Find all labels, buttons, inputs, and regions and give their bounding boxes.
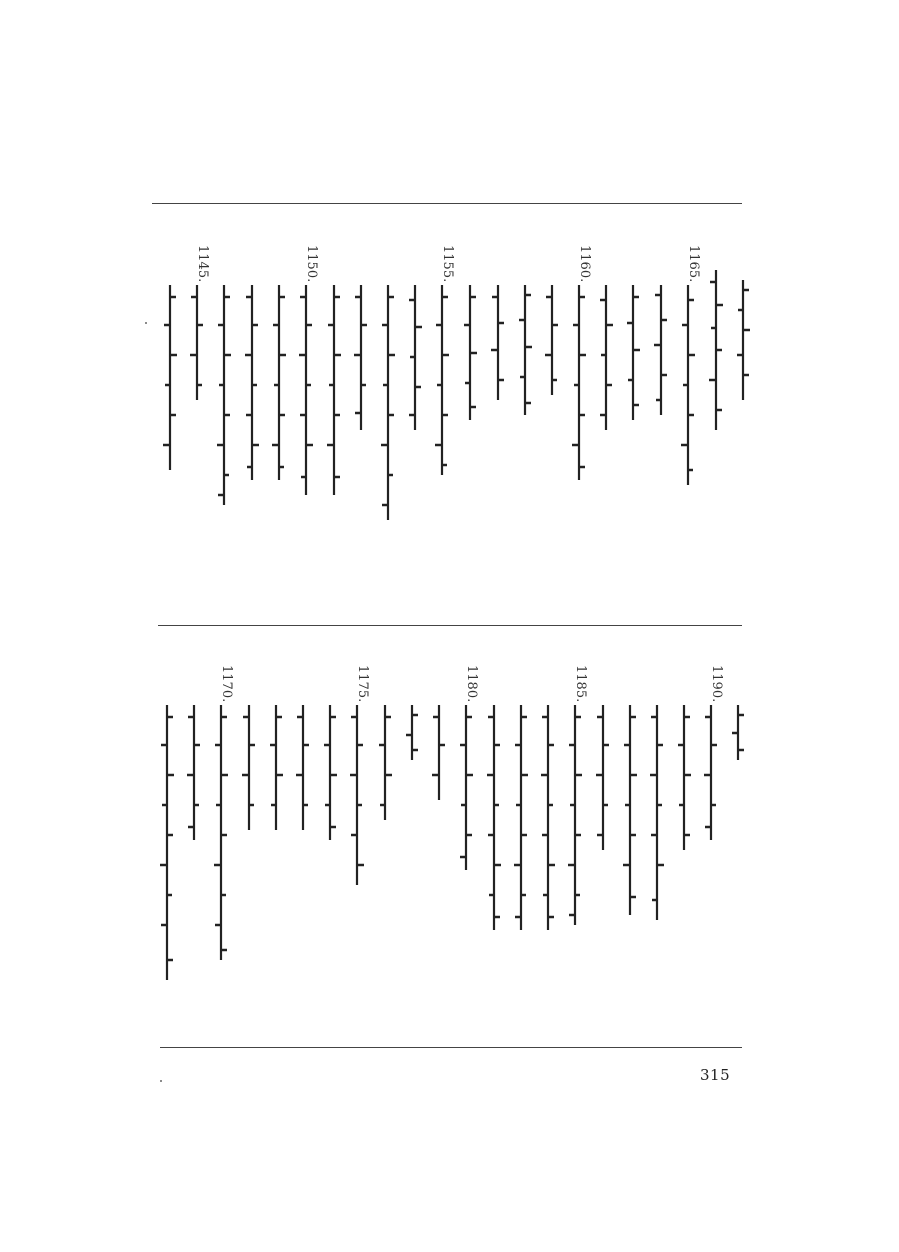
text-column bbox=[481, 705, 507, 935]
line-number: 1165. bbox=[686, 245, 701, 283]
text-column bbox=[648, 285, 674, 425]
text-column bbox=[181, 705, 207, 845]
line-number: 1175. bbox=[355, 665, 370, 703]
text-column bbox=[402, 285, 428, 435]
script-line bbox=[597, 285, 615, 430]
text-column bbox=[211, 285, 237, 515]
text-column bbox=[348, 285, 374, 435]
script-line bbox=[352, 285, 370, 430]
text-column bbox=[593, 285, 619, 435]
script-line bbox=[297, 285, 315, 495]
text-column bbox=[485, 285, 511, 405]
line-number: 1145. bbox=[195, 245, 210, 283]
script-line bbox=[675, 705, 693, 850]
text-column bbox=[321, 285, 347, 505]
script-line bbox=[489, 285, 507, 400]
bottom-rule bbox=[160, 1047, 742, 1048]
text-column bbox=[617, 705, 643, 920]
text-column bbox=[620, 285, 646, 425]
script-line bbox=[621, 705, 639, 915]
line-number: 1180. bbox=[464, 665, 479, 703]
text-column bbox=[293, 245, 319, 505]
script-line bbox=[325, 285, 343, 495]
script-line bbox=[512, 705, 530, 930]
text-column bbox=[535, 705, 561, 935]
script-line bbox=[212, 705, 230, 960]
script-line bbox=[734, 280, 752, 400]
line-number: 1150. bbox=[304, 245, 319, 283]
script-line bbox=[243, 285, 261, 480]
text-column bbox=[429, 245, 455, 485]
text-column bbox=[698, 665, 724, 885]
script-line bbox=[379, 285, 397, 520]
text-column bbox=[263, 705, 289, 835]
script-line bbox=[485, 705, 503, 930]
text-column bbox=[184, 245, 210, 475]
line-number: 1190. bbox=[709, 665, 724, 703]
script-line bbox=[543, 285, 561, 395]
script-line bbox=[461, 285, 479, 420]
text-column bbox=[157, 285, 183, 475]
text-column bbox=[562, 665, 588, 935]
text-column bbox=[154, 705, 180, 985]
text-column bbox=[539, 285, 565, 405]
text-column bbox=[675, 245, 701, 485]
script-line bbox=[570, 285, 588, 480]
text-column bbox=[730, 280, 756, 420]
text-column bbox=[590, 705, 616, 855]
script-line bbox=[348, 705, 366, 885]
text-column bbox=[290, 705, 316, 835]
script-line bbox=[729, 705, 747, 760]
script-line bbox=[707, 270, 725, 430]
script-line bbox=[624, 285, 642, 420]
script-line bbox=[516, 285, 534, 415]
script-line bbox=[158, 705, 176, 980]
script-line bbox=[215, 285, 233, 505]
script-line bbox=[652, 285, 670, 415]
scan-speck bbox=[145, 322, 147, 324]
script-line bbox=[294, 705, 312, 830]
text-column bbox=[725, 705, 751, 765]
script-line bbox=[188, 285, 206, 400]
text-column bbox=[671, 705, 697, 855]
script-line bbox=[539, 705, 557, 930]
text-column bbox=[372, 705, 398, 825]
script-line bbox=[403, 705, 421, 760]
text-column bbox=[644, 705, 670, 925]
script-line bbox=[270, 285, 288, 480]
text-column bbox=[426, 705, 452, 805]
line-number: 1185. bbox=[573, 665, 588, 703]
script-line bbox=[433, 285, 451, 475]
scan-speck bbox=[160, 1080, 162, 1082]
script-line bbox=[321, 705, 339, 840]
script-line bbox=[648, 705, 666, 920]
text-column bbox=[266, 285, 292, 485]
script-line bbox=[406, 285, 424, 430]
line-number: 1170. bbox=[219, 665, 234, 703]
script-line bbox=[702, 705, 720, 840]
text-column bbox=[566, 245, 592, 485]
text-column bbox=[344, 665, 370, 905]
script-line bbox=[566, 705, 584, 925]
text-column bbox=[236, 705, 262, 835]
text-column bbox=[512, 285, 538, 425]
text-column bbox=[399, 705, 425, 765]
script-line bbox=[185, 705, 203, 840]
script-line bbox=[240, 705, 258, 830]
text-column bbox=[239, 285, 265, 485]
text-column bbox=[375, 285, 401, 525]
text-column bbox=[703, 270, 729, 440]
script-line bbox=[267, 705, 285, 830]
page-number: 315 bbox=[700, 1066, 731, 1084]
script-line bbox=[594, 705, 612, 850]
line-number: 1155. bbox=[440, 245, 455, 283]
script-line bbox=[161, 285, 179, 470]
text-column bbox=[317, 705, 343, 845]
text-column bbox=[508, 705, 534, 935]
line-number: 1160. bbox=[577, 245, 592, 283]
top-rule bbox=[152, 203, 742, 204]
middle-rule bbox=[158, 625, 742, 626]
text-column bbox=[457, 285, 483, 425]
text-column bbox=[453, 665, 479, 885]
script-line bbox=[430, 705, 448, 800]
script-line bbox=[376, 705, 394, 820]
text-column bbox=[208, 665, 234, 975]
script-line bbox=[679, 285, 697, 485]
script-line bbox=[457, 705, 475, 870]
